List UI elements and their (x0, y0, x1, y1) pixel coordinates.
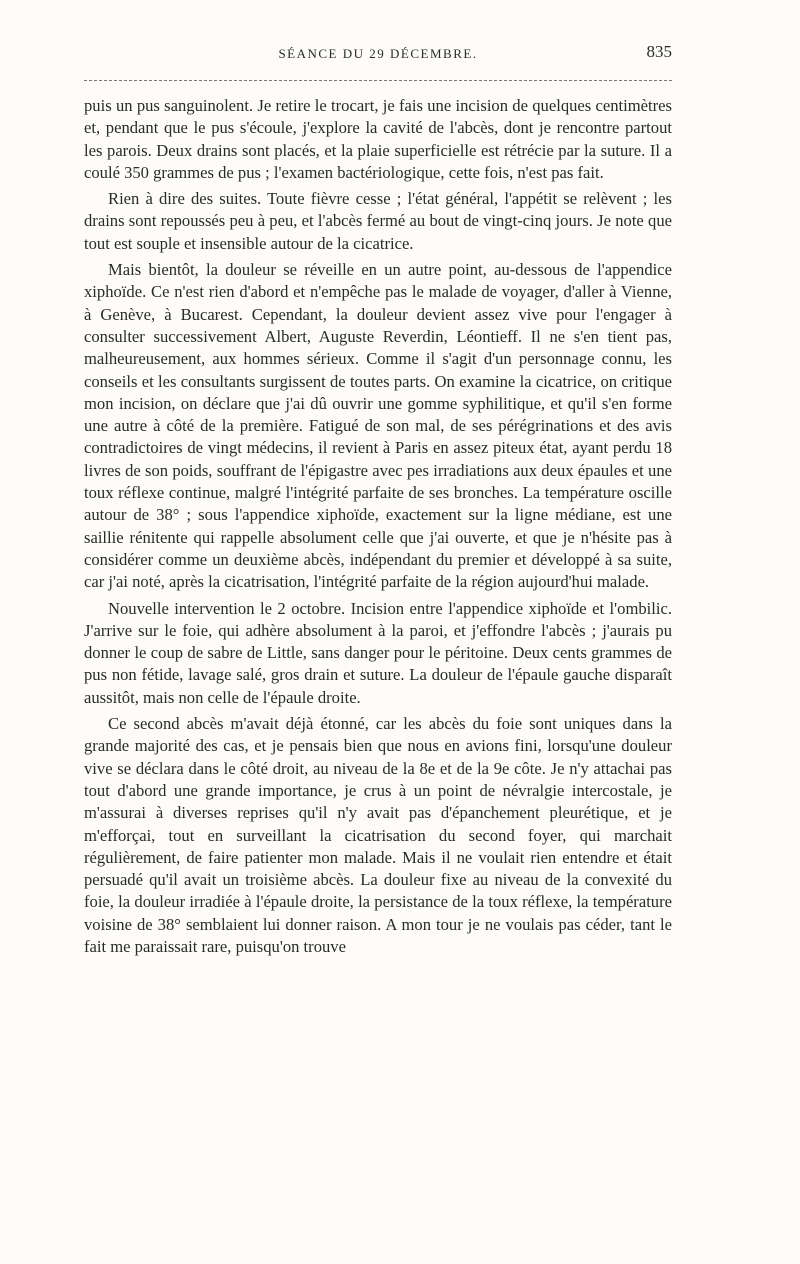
paragraph-4: Nouvelle intervention le 2 octobre. Incision entre l'appendice xiphoïde et l'ombilic. J'arrive sur le foie, qui adhère absolument à la paroi, et j'effondre l'abcès ; j'aurais pu donner le coup de sabre de Little, sans danger pour le péritoine. Deux cents grammes de pus non fétide, lavage salé, gros drain et suture. La douleur de l'épaule gauche disparaît aussitôt, mais non celle de l'épaule droite. (84, 598, 672, 707)
page-number: 835 (646, 42, 672, 61)
header-rule (84, 80, 672, 81)
paragraph-1: puis un pus sanguinolent. Je retire le trocart, je fais une incision de quelques centimètres et, pendant que le pus s'écoule, j'explore la cavité de l'abcès, dont je rencontre partout les parois. Deux drains sont placés, et la plaie superficielle est rétrécie par la suture. Il a coulé 350 grammes de pus ; l'examen bactériologique, cette fois, n'est pas fait. (84, 96, 672, 182)
paragraph-2: Rien à dire des suites. Toute fièvre cesse ; l'état général, l'appétit se relèvent ; les drains sont repoussés peu à peu, et l'abcès fermé au bout de vingt-cinq jours. Je note que tout est souple et insensible autour de la cicatrice. (84, 189, 672, 253)
book-page (84, 40, 672, 962)
paragraph-3: Mais bientôt, la douleur se réveille en un autre point, au-dessous de l'appendice xiphoïde. Ce n'est rien d'abord et n'empêche pas le malade de voyager, d'aller à Vienne, à Genève, à Bucarest. Cependant, la douleur devient assez vive pour l'engager à consulter successivement Albert, Auguste Reverdin, Léontieff. Il ne s'en tient pas, malheureusement, aux hommes sérieux. Comme il s'agit d'un personnage connu, les conseils et les consultants surgissent de toutes parts. On examine la cicatrice, on critique mon incision, on déclare que j'ai dû ouvrir une gomme syphilitique, et qu'il s'en forme une autre à côté de la première. Fatigué de son mal, de ses pérégrinations et des avis contradictoires de vingt médecins, il revient à Paris en assez piteux état, ayant perdu 18 livres de son poids, souffrant de l'épigastre avec pes irradiations aux deux épaules et une toux réflexe continue, malgré l'intégrité parfaite de ses bronches. La température oscille autour de 38° ; sous l'appendice xiphoïde, exactement sur la ligne médiane, est une saillie rénitente qui rappelle absolument celle que j'ai ouverte, et que je n'hésite pas à considérer comme un deuxième abcès, indépendant du premier et développé à sa suite, car j'ai noté, après la cicatrisation, l'intégrité parfaite de la région aujourd'hui malade. (84, 260, 672, 592)
running-header (84, 40, 672, 66)
body-text (84, 95, 672, 958)
running-title: SÉANCE DU 29 DÉCEMBRE. (278, 46, 478, 61)
paragraph-5: Ce second abcès m'avait déjà étonné, car les abcès du foie sont uniques dans la grande majorité des cas, et je pensais bien que nous en avions fini, lorsqu'une douleur vive se déclara dans le côté droit, au niveau de la 8e et de la 9e côte. Je n'y attachai pas tout d'abord une grande importance, je crus à un point de névralgie intercostale, je m'assurai à diverses reprises qu'il n'y avait pas d'épanchement pleurétique, et je m'efforçai, tout en surveillant la cicatrisation du second foyer, qui marchait régulièrement, de faire patienter mon malade. Mais il ne voulait rien entendre et était persuadé qu'il avait un troisième abcès. La douleur fixe au niveau de la convexité du foie, la douleur irradiée à l'épaule droite, la persistance de la toux réflexe, la température voisine de 38° semblaient lui donner raison. A mon tour je ne voulais pas céder, tant le fait me paraissait rare, puisqu'on trouve (84, 714, 672, 956)
